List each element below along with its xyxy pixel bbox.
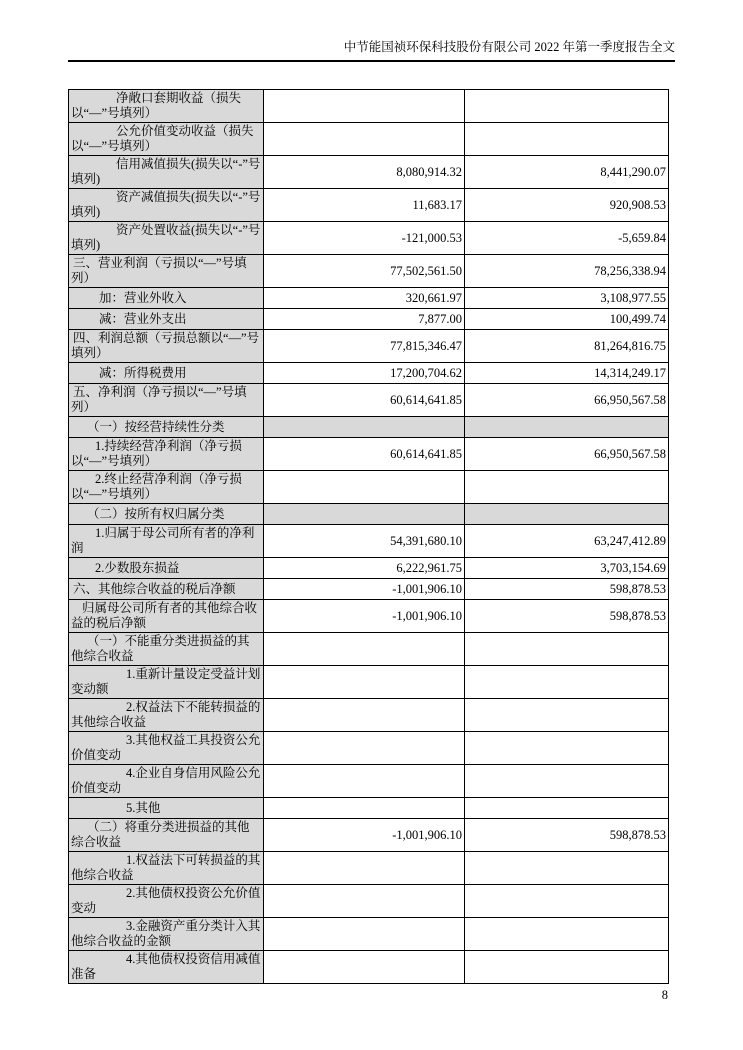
row-value-current-period: -1,001,906.10	[264, 600, 465, 633]
row-value-prior-period: 63,247,412.89	[465, 525, 669, 558]
table-row	[69, 255, 669, 288]
row-label: 减：所得税费用	[69, 363, 264, 384]
table-row	[69, 666, 669, 699]
row-value-current-period: 54,391,680.10	[264, 525, 465, 558]
table-row	[69, 189, 669, 222]
row-label: 减：营业外支出	[69, 309, 264, 330]
row-label: 六、其他综合收益的税后净额	[69, 579, 264, 600]
row-value-prior-period	[465, 951, 669, 984]
row-label: 净敞口套期收益（损失以“—”号填列）	[69, 90, 264, 123]
row-value-current-period	[264, 504, 465, 525]
row-label: 2.其他债权投资公允价值变动	[69, 885, 264, 918]
row-label: 2.权益法下不能转损益的其他综合收益	[69, 699, 264, 732]
row-value-current-period	[264, 951, 465, 984]
row-label: （一）不能重分类进损益的其他综合收益	[69, 633, 264, 666]
table-row	[69, 309, 669, 330]
table-row	[69, 699, 669, 732]
table-row	[69, 579, 669, 600]
table-row	[69, 438, 669, 471]
row-value-prior-period	[465, 699, 669, 732]
row-label: 信用减值损失(损失以“-”号填列)	[69, 156, 264, 189]
row-value-prior-period: 598,878.53	[465, 600, 669, 633]
row-value-current-period	[264, 123, 465, 156]
row-value-current-period	[264, 633, 465, 666]
table-row	[69, 765, 669, 798]
row-value-current-period: 60,614,641.85	[264, 384, 465, 417]
income-table-body	[69, 90, 669, 984]
row-value-prior-period	[465, 798, 669, 819]
row-value-current-period	[264, 732, 465, 765]
row-value-current-period: -1,001,906.10	[264, 579, 465, 600]
row-label: 2.终止经营净利润（净亏损以“—”号填列）	[69, 471, 264, 504]
row-label: 5.其他	[69, 798, 264, 819]
row-label: 加：营业外收入	[69, 288, 264, 309]
row-value-current-period	[264, 798, 465, 819]
row-label: （二）将重分类进损益的其他综合收益	[69, 819, 264, 852]
table-row	[69, 330, 669, 363]
row-value-prior-period	[465, 123, 669, 156]
row-value-prior-period: 3,108,977.55	[465, 288, 669, 309]
row-value-prior-period: 3,703,154.69	[465, 558, 669, 579]
row-value-prior-period: 8,441,290.07	[465, 156, 669, 189]
table-row	[69, 732, 669, 765]
row-value-current-period	[264, 885, 465, 918]
table-row	[69, 918, 669, 951]
table-row	[69, 633, 669, 666]
row-label: 4.其他债权投资信用减值准备	[69, 951, 264, 984]
table-row	[69, 417, 669, 438]
table-row	[69, 288, 669, 309]
table-row	[69, 471, 669, 504]
row-value-current-period: 7,877.00	[264, 309, 465, 330]
row-value-prior-period	[465, 732, 669, 765]
row-value-current-period	[264, 417, 465, 438]
row-value-current-period: 11,683.17	[264, 189, 465, 222]
table-row	[69, 504, 669, 525]
table-row	[69, 384, 669, 417]
row-label: 四、利润总额（亏损总额以“—”号填列）	[69, 330, 264, 363]
table-row	[69, 852, 669, 885]
row-value-prior-period	[465, 417, 669, 438]
row-value-prior-period: 598,878.53	[465, 819, 669, 852]
income-statement-table	[68, 89, 669, 984]
row-label: 4.企业自身信用风险公允价值变动	[69, 765, 264, 798]
table-row	[69, 558, 669, 579]
row-value-current-period: -121,000.53	[264, 222, 465, 255]
row-label: 3.其他权益工具投资公允价值变动	[69, 732, 264, 765]
row-value-prior-period: 598,878.53	[465, 579, 669, 600]
row-value-prior-period	[465, 885, 669, 918]
row-value-prior-period	[465, 633, 669, 666]
row-value-prior-period: 66,950,567.58	[465, 384, 669, 417]
row-label: （二）按所有权归属分类	[69, 504, 264, 525]
table-row	[69, 156, 669, 189]
page-number: 8	[661, 988, 668, 1002]
row-label: （一）按经营持续性分类	[69, 417, 264, 438]
row-label: 资产处置收益(损失以“-”号填列)	[69, 222, 264, 255]
row-value-current-period: 77,502,561.50	[264, 255, 465, 288]
row-value-current-period: 17,200,704.62	[264, 363, 465, 384]
row-label: 三、营业利润（亏损以“—”号填列）	[69, 255, 264, 288]
row-value-current-period	[264, 699, 465, 732]
row-value-prior-period	[465, 504, 669, 525]
row-value-prior-period	[465, 666, 669, 699]
table-row	[69, 222, 669, 255]
row-label: 资产减值损失(损失以“-”号填列)	[69, 189, 264, 222]
row-value-current-period: 6,222,961.75	[264, 558, 465, 579]
row-value-prior-period	[465, 765, 669, 798]
table-row	[69, 798, 669, 819]
row-value-prior-period: 66,950,567.58	[465, 438, 669, 471]
table-row	[69, 600, 669, 633]
row-value-prior-period: 81,264,816.75	[465, 330, 669, 363]
page-header-title: 中节能国祯环保科技股份有限公司 2022 年第一季度报告全文	[68, 40, 675, 62]
row-label: 1.持续经营净利润（净亏损以“—”号填列）	[69, 438, 264, 471]
row-value-current-period	[264, 90, 465, 123]
row-value-current-period	[264, 765, 465, 798]
row-value-prior-period: 78,256,338.94	[465, 255, 669, 288]
row-label: 1.重新计量设定受益计划变动额	[69, 666, 264, 699]
row-label: 3.金融资产重分类计入其他综合收益的金额	[69, 918, 264, 951]
row-value-prior-period	[465, 918, 669, 951]
row-value-prior-period: 100,499.74	[465, 309, 669, 330]
row-value-current-period: 320,661.97	[264, 288, 465, 309]
row-value-current-period: 77,815,346.47	[264, 330, 465, 363]
table-row	[69, 123, 669, 156]
row-value-current-period	[264, 918, 465, 951]
row-value-current-period	[264, 471, 465, 504]
row-value-current-period	[264, 852, 465, 885]
row-label: 公允价值变动收益（损失以“—”号填列）	[69, 123, 264, 156]
row-value-prior-period	[465, 90, 669, 123]
table-row	[69, 951, 669, 984]
table-row	[69, 363, 669, 384]
table-row	[69, 819, 669, 852]
row-value-current-period	[264, 666, 465, 699]
row-value-current-period: -1,001,906.10	[264, 819, 465, 852]
row-label: 归属母公司所有者的其他综合收益的税后净额	[69, 600, 264, 633]
row-label: 1.权益法下可转损益的其他综合收益	[69, 852, 264, 885]
row-value-prior-period	[465, 852, 669, 885]
table-row	[69, 885, 669, 918]
row-value-current-period: 8,080,914.32	[264, 156, 465, 189]
income-statement-table-container	[68, 89, 668, 984]
row-label: 2.少数股东损益	[69, 558, 264, 579]
row-value-current-period: 60,614,641.85	[264, 438, 465, 471]
table-row	[69, 525, 669, 558]
row-value-prior-period: -5,659.84	[465, 222, 669, 255]
row-label: 1.归属于母公司所有者的净利润	[69, 525, 264, 558]
row-value-prior-period: 920,908.53	[465, 189, 669, 222]
row-value-prior-period: 14,314,249.17	[465, 363, 669, 384]
row-value-prior-period	[465, 471, 669, 504]
table-row	[69, 90, 669, 123]
row-label: 五、净利润（净亏损以“—”号填列）	[69, 384, 264, 417]
